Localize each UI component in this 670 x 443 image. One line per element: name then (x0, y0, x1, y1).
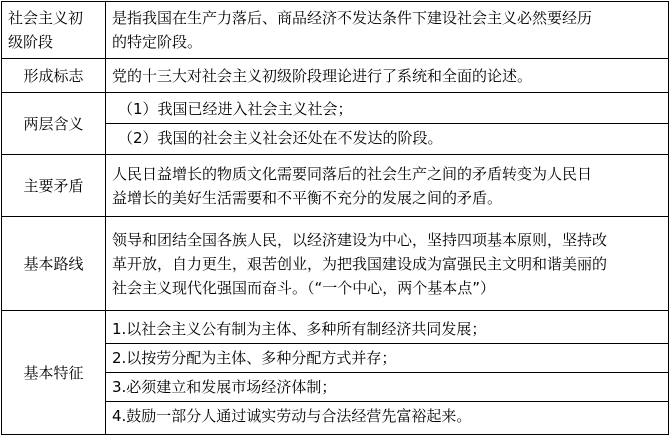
description-line: 的特定阶段。 (112, 33, 203, 51)
table-row-definition (2, 2, 669, 59)
description-cell (106, 59, 669, 93)
list-item: 3.必须建立和发展市场经济体制； (106, 372, 668, 401)
term-line: 基本特征 (23, 363, 84, 382)
term-line: 两层含义 (23, 114, 84, 133)
list-cell (106, 311, 669, 435)
description-line: 党的十三大对社会主义初级阶段理论进行了系统和全面的论述。 (112, 66, 533, 85)
term-cell (2, 311, 106, 435)
term-line: 形成标志 (23, 66, 84, 85)
list-item: 4.鼓励一部分人通过诚实劳动与合法经营先富裕起来。 (106, 401, 668, 430)
content-table-wrapper (1, 1, 668, 441)
description-cell (106, 155, 669, 217)
table-row-two-meanings (2, 93, 669, 155)
table-row-basic-features (2, 311, 669, 435)
description-line: 益增长的美好生活需要和不平衡不充分的发展之间的矛盾。 (112, 188, 503, 207)
list-item: （1）我国已经进入社会主义社会； (118, 100, 353, 118)
table-row-main-contradiction (2, 155, 669, 217)
list-item: 1.以社会主义公有制为主体、多种所有制经济共同发展； (112, 320, 487, 338)
table-row-formation-mark (2, 59, 669, 93)
description-line: 人民日益增长的物质文化需要同落后的社会生产之间的矛盾转变为人民日 (112, 164, 593, 183)
description-line: 是指我国在生产力落后、商品经济不发达条件下建设社会主义必然要经历 (112, 9, 593, 27)
term-cell (2, 59, 106, 93)
description-cell (106, 217, 669, 311)
description-line: 社会主义现代化强国而奋斗。（“一个中心，两个基本点”） (112, 278, 496, 297)
concept-table (1, 1, 669, 435)
term-cell (2, 93, 106, 155)
term-line: 社会主义初 (8, 9, 84, 27)
term-line: 基本路线 (23, 254, 84, 273)
term-line: 级阶段 (8, 33, 54, 51)
list-cell (106, 93, 669, 155)
list-item: 2.以按劳分配为主体、多种分配方式并存； (106, 343, 668, 372)
list-item: （2）我国的社会主义社会还处在不发达的阶段。 (106, 123, 668, 152)
description-line: 革开放，自力更生，艰苦创业，为把我国建设成为富强民主文明和谐美丽的 (112, 254, 608, 273)
description-cell (106, 2, 669, 59)
description-line: 领导和团结全国各族人民，以经济建设为中心，坚持四项基本原则，坚持改 (112, 230, 608, 249)
table-row-basic-line (2, 217, 669, 311)
term-cell (2, 155, 106, 217)
term-cell (2, 2, 106, 59)
term-line: 主要矛盾 (23, 176, 84, 195)
term-cell (2, 217, 106, 311)
